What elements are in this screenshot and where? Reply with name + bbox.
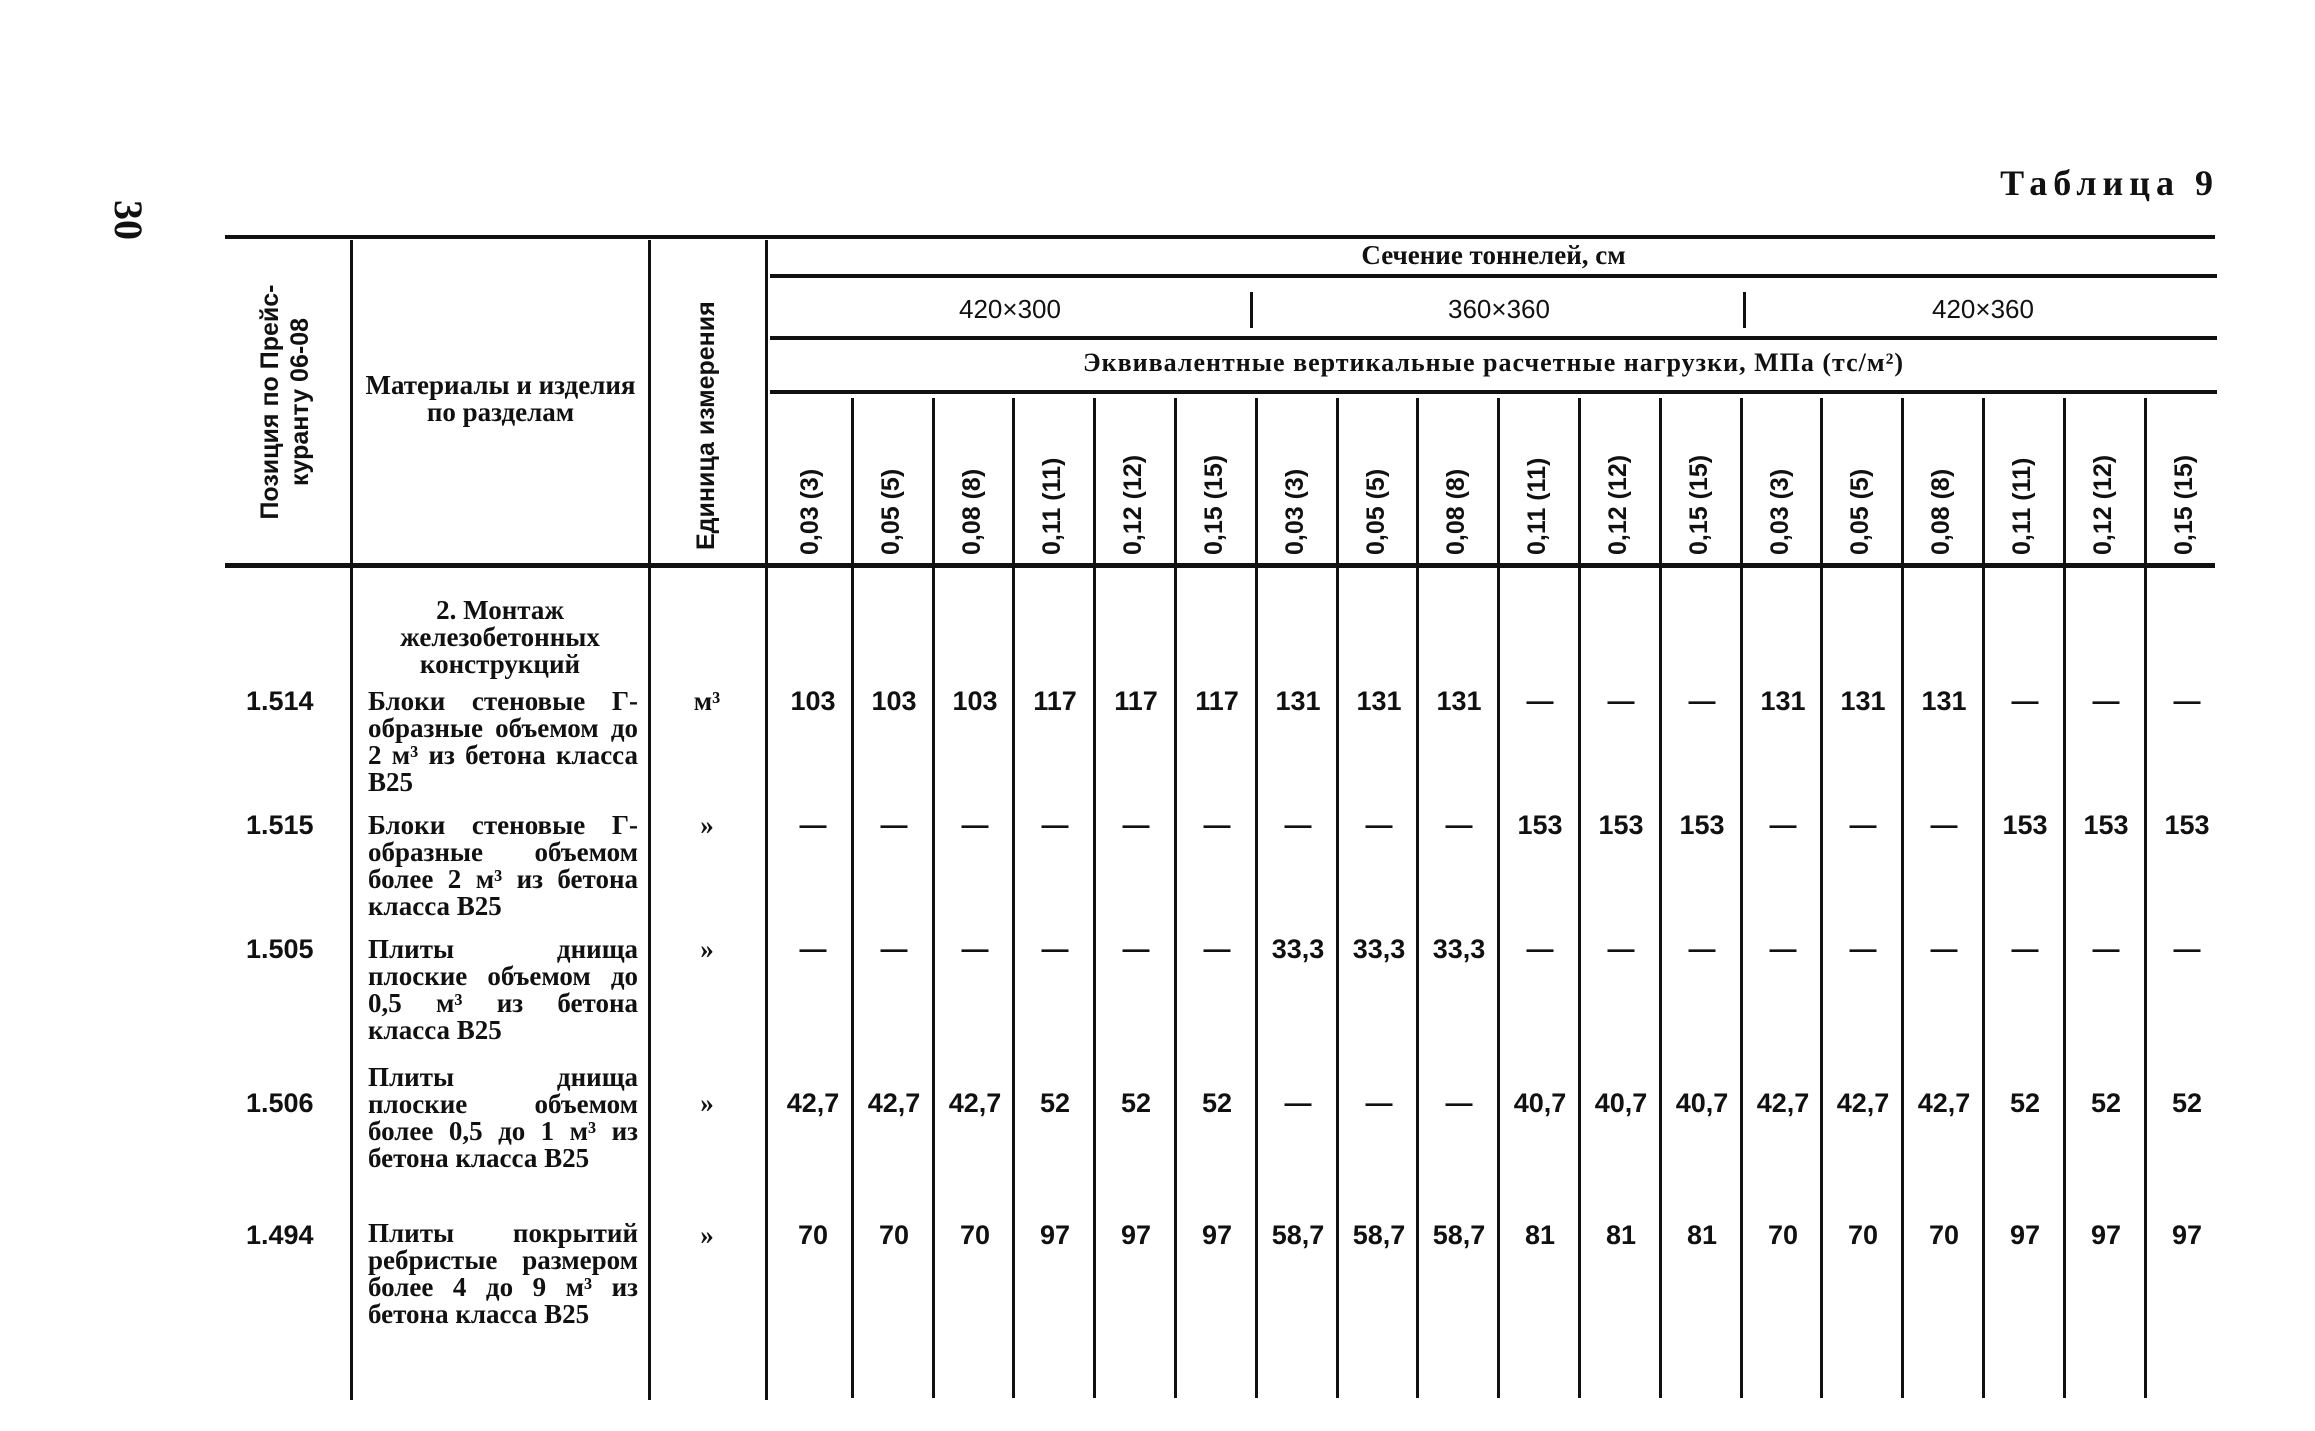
page-number: 30 [106,200,151,240]
value-cell: — [1526,934,1554,964]
value-cell: — [961,934,989,964]
value-cell: — [2011,686,2039,716]
value-cell: 42,7 [786,1088,840,1118]
row-material: Плиты покрытий ребристые размером более 4 до 9 м³ из бетона класса В25 [368,1218,638,1329]
value-cell: 33,3 [1271,934,1325,964]
loads-caption-rule [770,390,2217,394]
header-group-420x360: 420×360 [1932,294,2034,324]
value-cell: 33,3 [1352,934,1406,964]
value-cell: — [961,810,989,840]
table-title: Таблица 9 [2000,163,2219,203]
header-unit-col: Единица измерения [692,301,720,550]
row-position: 1.514 [246,686,314,716]
value-cell: 131 [1356,686,1402,716]
row-unit: » [700,1088,714,1118]
value-cell: — [1930,934,1958,964]
header-position-col: Позиция по Прейс-куранту 06-08 [256,284,314,520]
value-cell: — [1445,810,1473,840]
row-material: Блоки стеновые Г-образные объемом более 2 м³ из бетона класса В25 [368,810,638,921]
value-cell: 97 [2009,1220,2041,1250]
value-cell: 97 [2090,1220,2122,1250]
value-cell: 42,7 [948,1088,1002,1118]
value-cell: — [1365,810,1393,840]
value-cell: 81 [1686,1220,1718,1250]
value-cell: 52 [2090,1088,2122,1118]
col-separator-unit [765,240,768,1400]
value-cell: 153 [1679,810,1725,840]
row-unit: м³ [693,686,721,716]
row-material: Плиты днища плоские объемом до 0,5 м³ из бетона класса В25 [368,934,638,1045]
value-cell: 131 [1760,686,1806,716]
value-cell: 153 [1598,810,1644,840]
value-cell: 42,7 [1917,1088,1971,1118]
value-cell: — [1688,934,1716,964]
section-title: 2. Монтаж железобетонных конструкций [400,595,600,679]
value-cell: 131 [1921,686,1967,716]
value-cell: — [1284,810,1312,840]
value-cell: — [1688,686,1716,716]
value-cell: 52 [2009,1088,2041,1118]
value-cell: — [1284,1088,1312,1118]
row-material: Блоки стеновые Г-образные объемом до 2 м³ из бетона класса В25 [368,686,638,797]
value-cell: — [1365,1088,1393,1118]
value-cell: — [1445,1088,1473,1118]
value-cell: — [1526,686,1554,716]
header-group-360x360: 360×360 [1448,294,1550,324]
value-cell: 97 [1201,1220,1233,1250]
value-cell: 153 [2164,810,2210,840]
header-loads-caption: Эквивалентные вертикальные расчетные нагрузки, МПа (тс/м²) [1082,348,1905,377]
row-unit: » [700,934,714,964]
value-cell: — [1607,934,1635,964]
row-position: 1.505 [246,934,314,964]
value-cell: 70 [959,1220,991,1250]
value-cell: 131 [1436,686,1482,716]
value-cell: 117 [1195,686,1239,716]
value-cell: — [1041,934,1069,964]
groups-rule [770,336,2217,340]
value-cell: 42,7 [1836,1088,1890,1118]
value-cell: 153 [2002,810,2048,840]
value-cell: 40,7 [1594,1088,1648,1118]
header-materials-col: Материалы и изделия по разделам [365,370,636,427]
value-cell: 40,7 [1513,1088,1567,1118]
col-separator-materials [648,240,651,1400]
section-caption-rule [770,274,2217,278]
value-cell: — [2092,686,2120,716]
header-section-caption: Сечение тоннелей, см [1361,240,1626,270]
value-cell: — [1769,934,1797,964]
value-cell: 153 [2083,810,2129,840]
header-bottom-rule [225,563,2215,568]
row-unit: » [700,1220,714,1250]
value-cell: 70 [1928,1220,1960,1250]
value-cell: 58,7 [1271,1220,1325,1250]
value-cell: — [1769,810,1797,840]
top-rule [225,235,2215,239]
value-cell: — [2173,686,2201,716]
value-cell: 58,7 [1352,1220,1406,1250]
value-cell: — [880,810,908,840]
row-material: Плиты днища плоские объемом более 0,5 до 1 м³ из бетона класса В25 [368,1062,638,1173]
value-cell: 131 [1840,686,1886,716]
value-cell: 81 [1524,1220,1556,1250]
value-cell: — [1930,810,1958,840]
value-cell: — [1849,810,1877,840]
value-cell: 97 [2171,1220,2203,1250]
value-cell: — [1203,934,1231,964]
value-cell: 52 [1201,1088,1233,1118]
value-cell: 131 [1275,686,1321,716]
header-group-420x300: 420×300 [959,294,1061,324]
value-cell: 117 [1114,686,1158,716]
value-cell: — [1607,686,1635,716]
value-cell: — [1122,810,1150,840]
value-cell: 33,3 [1432,934,1486,964]
value-cell: 70 [878,1220,910,1250]
row-position: 1.494 [246,1220,314,1250]
group-separator-2 [1743,292,1746,328]
row-position: 1.515 [246,810,314,840]
row-unit: » [700,810,714,840]
value-cell: 97 [1120,1220,1152,1250]
value-cell: 70 [797,1220,829,1250]
value-cell: 70 [1767,1220,1799,1250]
value-cell: 153 [1517,810,1563,840]
value-cell: 103 [790,686,836,716]
value-cell: 52 [2171,1088,2203,1118]
value-cell: — [1849,934,1877,964]
value-cell: 97 [1039,1220,1071,1250]
value-cell: — [799,810,827,840]
value-cell: — [799,934,827,964]
value-cell: 40,7 [1675,1088,1729,1118]
value-cell: — [2011,934,2039,964]
row-position: 1.506 [246,1088,314,1118]
value-cell: 81 [1605,1220,1637,1250]
value-cell: 42,7 [1756,1088,1810,1118]
value-cell: — [1041,810,1069,840]
value-cell: 103 [952,686,998,716]
group-separator-1 [1250,292,1253,328]
value-cell: 58,7 [1432,1220,1486,1250]
value-cell: — [1122,934,1150,964]
value-cell: 52 [1039,1088,1071,1118]
value-cell: 117 [1033,686,1077,716]
value-cell: — [880,934,908,964]
value-cell: 42,7 [867,1088,921,1118]
value-cell: 70 [1847,1220,1879,1250]
value-cell: 103 [871,686,917,716]
value-cell: — [1203,810,1231,840]
value-cell: 52 [1120,1088,1152,1118]
value-cell: — [2173,934,2201,964]
value-cell: — [2092,934,2120,964]
